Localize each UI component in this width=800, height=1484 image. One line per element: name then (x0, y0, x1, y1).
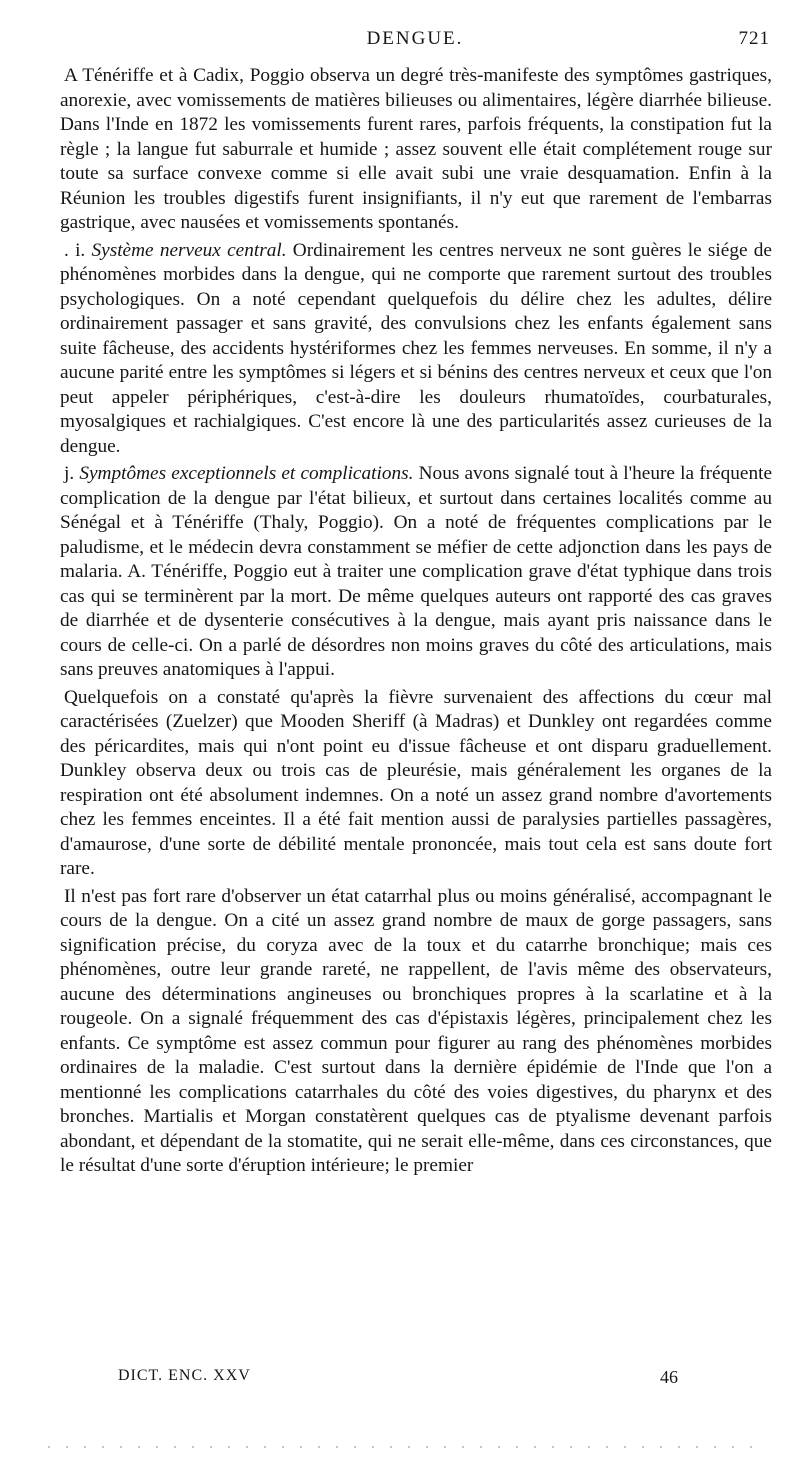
paragraph-text: Il n'est pas fort rare d'observer un état catarrhal plus ou moins généralisé, accompagnant le cours de la dengue. On a cité un assez grand nombre de maux de gorge passagers, sans signification précise, du coryza avec de la toux et du catarrhe bronchique; mais ces phénomènes, outre leur grande rareté, ne rappellent, de l'avis même des observateurs, aucune des déterminations angineuses ou bronchiques propres à la scarlatine et à la rougeole. On a signalé fréquemment des cas d'épistaxis légères, principalement chez les enfants. Ce symptôme est assez commun pour figurer au rang des phénomènes morbides ordinaires de la maladie. C'est surtout dans la dernière épidémie de l'Inde que l'on a mentionné les complications catarrhales du côté des voies digestives, du pharynx et des bronches. Martialis et Morgan constatèrent quelques cas de ptyalisme devenant parfois abondant, et dépendant de la stomatite, qui ne serait elle-même, dans ces circonstances, que le résultat d'une sorte d'éruption intérieure; le premier (60, 885, 772, 1176)
page-number: 721 (738, 28, 770, 49)
bottom-dot-rule (40, 1446, 760, 1448)
paragraph-text: A Ténériffe et à Cadix, Poggio observa un degré très-manifeste des symptômes gastriques, anorexie, avec vomissements de matières bilieuses ou alimentaires, légère diarrhée bilieuse. Dans l'Inde en 1872 les vomissements furent rares, parfois fréquents, la constipation fut la règle ; la langue fut saburrale et humide ; assez souvent elle était complétement rouge sur toute sa surface convexe comme si elle avait subi une vraie desquamation. Enfin à la Réunion les troubles digestifs furent insignifiants, il n'y eut que rarement de l'embarras gastrique, avec nausées et vomissements spontanés. (60, 65, 772, 233)
paragraph-complications (60, 462, 772, 683)
paragraph-text: Quelquefois on a constaté qu'après la fièvre survenaient des affections du cœur mal caractérisées (Zuelzer) que Mooden Sheriff (à Madras) et Dunkley ont regardées comme des péricardites, mais qui n'ont point eu d'issue fâcheuse et ont disparu graduellement. Dunkley observa deux ou trois cas de pleurésie, mais généralement les organes de la respiration ont été absolument indemnes. On a noté un assez grand nombre d'avortements chez les femmes enceintes. Il a été fait mention aussi de paralysies partielles passagères, d'amaurose, d'une sorte de débilité mentale prononcée, mais tout cela est sans doute fort rare. (60, 686, 772, 879)
paragraph-nervous-system (60, 239, 772, 460)
running-head (60, 28, 770, 52)
paragraph-gastric (60, 64, 772, 236)
paragraph-cardiac (60, 686, 772, 882)
signature-mark: DICT. ENC. XXV (118, 1367, 251, 1384)
page-title: DENGUE. (366, 28, 464, 49)
section-marker: . i. (64, 239, 86, 261)
section-heading: Système nerveux central. (91, 239, 287, 261)
paragraph-text: Nous avons signalé tout à l'heure la fréquente complication de la dengue par l'état bilieux, et surtout dans certaines localités comme au Sénégal et à Ténériffe (Thaly, Poggio). On a noté de fréquentes complications par le paludisme, et le médecin devra constamment se méfier de cette adjonction dans les pays de malaria. A. Ténériffe, Poggio eut à traiter une complication grave d'état typhique dans trois cas qui se terminèrent par la mort. De même quelques auteurs ont rapporté des cas graves de diarrhée et de dysenterie consécutives à la dengue, mais ayant pris naissance dans le cours de celle-ci. On a parlé de désordres non moins graves du côté des articulations, mais sans preuves anatomiques à l'appui. (60, 463, 773, 680)
section-heading: Symptômes exceptionnels et complications. (79, 463, 414, 484)
paragraph-catarrhal (60, 885, 772, 1179)
sheet-number: 46 (660, 1367, 678, 1387)
page-footer (118, 1367, 678, 1391)
paragraph-text: Ordinairement les centres nerveux ne sont guères le siége de phénomènes morbides dans la dengue, qui ne comporte que rarement surtout des troubles psychologiques. On a noté cependant quelquefois du délire chez les adultes, délire ordinairement passager et sans gravité, des convulsions chez les enfants également sans suite fâcheuse, des accidents hystériformes chez les femmes nerveuses. En somme, il n'y a aucune parité entre les symptômes si légers et si bénins des centres nerveux et ceux que l'on peut appeler périphériques, c'est-à-dire les douleurs rhumatoïdes, courbaturales, myosalgiques et rachialgiques. C'est encore là une des particularités assez curieuses de la dengue. (60, 239, 772, 457)
section-marker: j. (64, 463, 75, 484)
body-text (60, 64, 772, 1179)
